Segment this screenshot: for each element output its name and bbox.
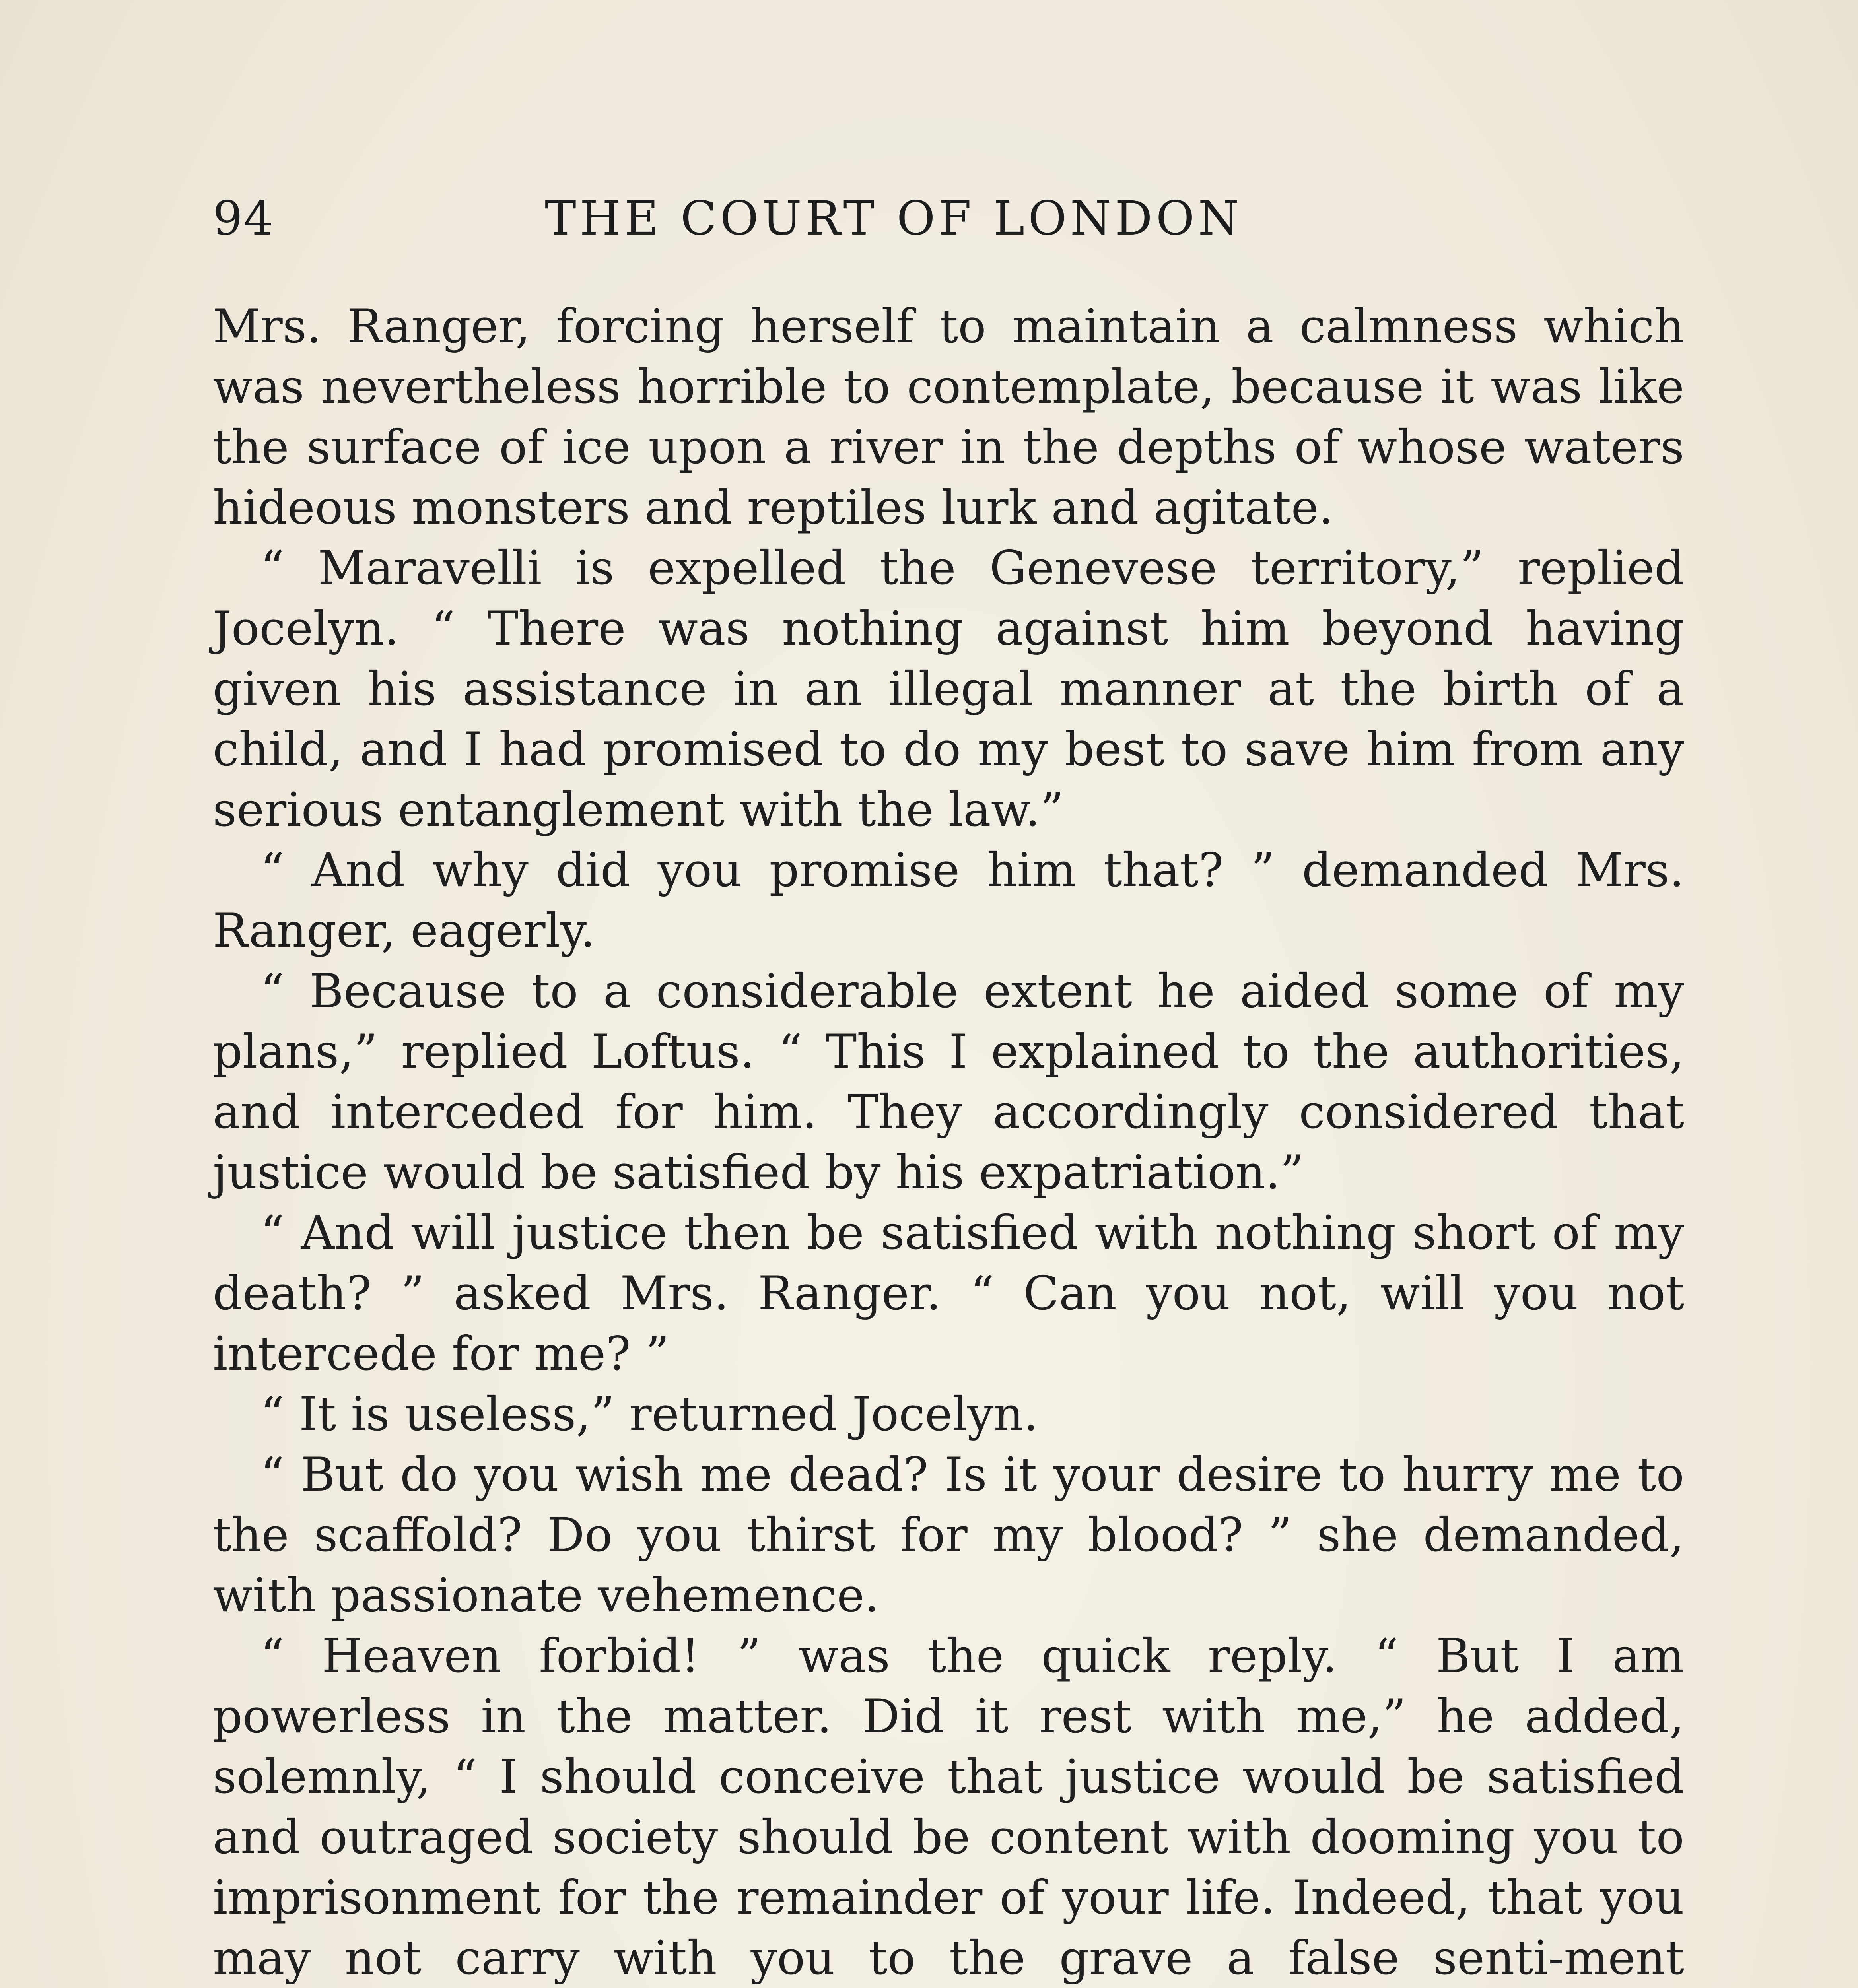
paragraph: “ Maravelli is expelled the Genevese territory,” replied Jocelyn. “ There was nothing against him beyond having given his assistance in an illegal manner at the birth of a child, and I had promised to do my best to save him from any serious entanglement with the law.” xyxy=(213,541,1684,837)
page-number: 94 xyxy=(213,191,274,246)
body-text xyxy=(213,296,1684,1988)
paragraph: “ And will justice then be satisfied with nothing short of my death? ” asked Mrs. Ranger. “ Can you not, will you not intercede for me? ” xyxy=(213,1206,1684,1381)
running-title: THE COURT OF LONDON xyxy=(545,191,1243,246)
paragraph: “ And why did you promise him that? ” demanded Mrs. Ranger, eagerly. xyxy=(213,843,1684,958)
paragraph: “ But do you wish me dead? Is it your desire to hurry me to the scaffold? Do you thirst for my blood? ” she demanded, with passionate vehemence. xyxy=(213,1447,1684,1623)
page-header xyxy=(213,191,1684,258)
paragraph: “ Heaven forbid! ” was the quick reply. “ But I am powerless in the matter. Did it rest with me,” he added, solemnly, “ I should conceive that justice would be satisfied and outraged society should be content with dooming you to imprisonment for the remainder of your life. Indeed, that you may not carry with you to the grave a false senti-ment xyxy=(213,1629,1684,1985)
paragraph: “ Because to a considerable extent he aided some of my plans,” replied Loftus. “ This I explained to the authorities, and interceded for him. They accordingly considered that justice would be satisfied by his expatriation.” xyxy=(213,964,1684,1200)
paragraph: “ It is useless,” returned Jocelyn. xyxy=(260,1387,1038,1441)
paragraph: Mrs. Ranger, forcing herself to maintain a calmness which was nevertheless horrible to contemplate, because it was like the surface of ice upon a river in the depths of whose waters hideous monsters and reptiles lurk and agitate. xyxy=(213,299,1684,535)
